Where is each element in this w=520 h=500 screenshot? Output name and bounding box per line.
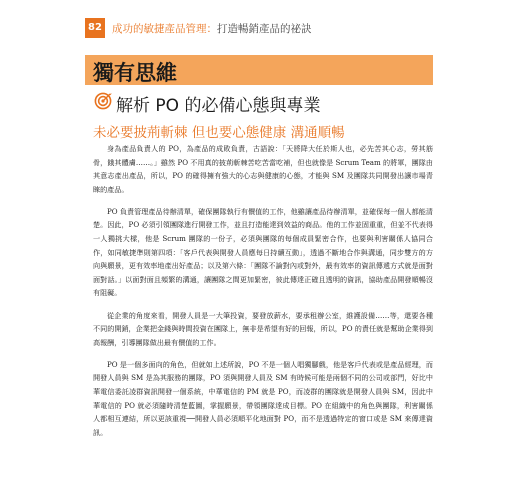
body-paragraph: PO 是一個多面向的角色，但就如上述所說，PO 不是一個人唱獨腳戲，他是客戶代表或是產品經理，而開發人員與 SM 是為其服務的團隊，PO 須與開發人員及 SM 有時候可能是兩個不同的公司或部門，好比中華電信委託凌群資訊開發一個系統，中華電信的 PM 就是 PO，而凌群的團隊就是開發人員與 SM，因此中華電信的 PO 就必須隨時清楚藍圖，掌握願景，帶領團隊達成目標。PO 在組織中的角色與團隊，利害關係人都相互連結，所以更該重視──開發人員必須順平化地面對 PO，而不是透過特定的窗口或是 SM 來傳達資訊。 [93,359,433,437]
section-subtitle: 解析 PO 的必備心態與專業 [116,96,321,116]
page-number: 82 [85,18,105,38]
running-head [112,21,312,36]
body-paragraph: PO 負責管理產品待辦清單，確保團隊執行有價值的工作，他雖讓產品待辦清單，並確保每一個人都能清楚。因此，PO 必須引領團隊進行開發工作，並且打造能達到效益的商品。他的工作並固重重，但並不代表得一人獨挑大樑，他是 Scrum 團隊的一份子，必須與團隊的每個成員緊密合作，也要與利害關係人協同合作，如同敏捷準則第四項：「客戶代表與開發人員應每日持續互動」，透過不斷地合作與溝通，同步雙方的方向與願景，更有效率地產出好產品；以及第六條：「團隊不論對內或對外，最有效率的資訊傳遞方式就是面對面對話。」以面對面且頻繁的溝通，讓團隊之間更加緊密，彼此傳達正確且透明的資訊，協助產品開發順暢沒有阻礙。 [93,206,433,298]
running-head-book-title: 成功的敏捷產品管理： [112,23,217,35]
running-head-book-subtitle: 打造暢銷產品的祕訣 [217,23,312,35]
section-tagline: 未必要披荊斬棘 但也要心態健康 溝通順暢 [93,125,345,141]
article-body [93,142,433,448]
body-paragraph: 從企業的角度來看，開發人員是一大筆投資，要發放薪水，要承租辦公室，維護設備……等，還要各種不同的開銷，企業把金錢與時間投資在團隊上，無非是希望有好的回報，所以，PO 的責任就是幫助企業得到高報酬，引導團隊做出最有價值的工作。 [93,310,433,347]
page-header [0,0,520,46]
target-icon [94,92,112,110]
section-title: 獨有思維 [93,61,177,85]
body-paragraph: 身為產品負責人的 PO，為產品的成敗負責，古語說：「天將降大任於斯人也，必先苦其心志，勞其筋骨，餓其體膚……。」雖然 PO 不用真的披荊斬棘苦吃苦當吃補，但也就像是 Scrum Team 的將軍，團隊由其意志產出產品，所以，PO 的確得擁有強大的心志與健康的心態，才能與 SM 及團隊共同開發出讓市場青睞的產品。 [93,144,433,194]
